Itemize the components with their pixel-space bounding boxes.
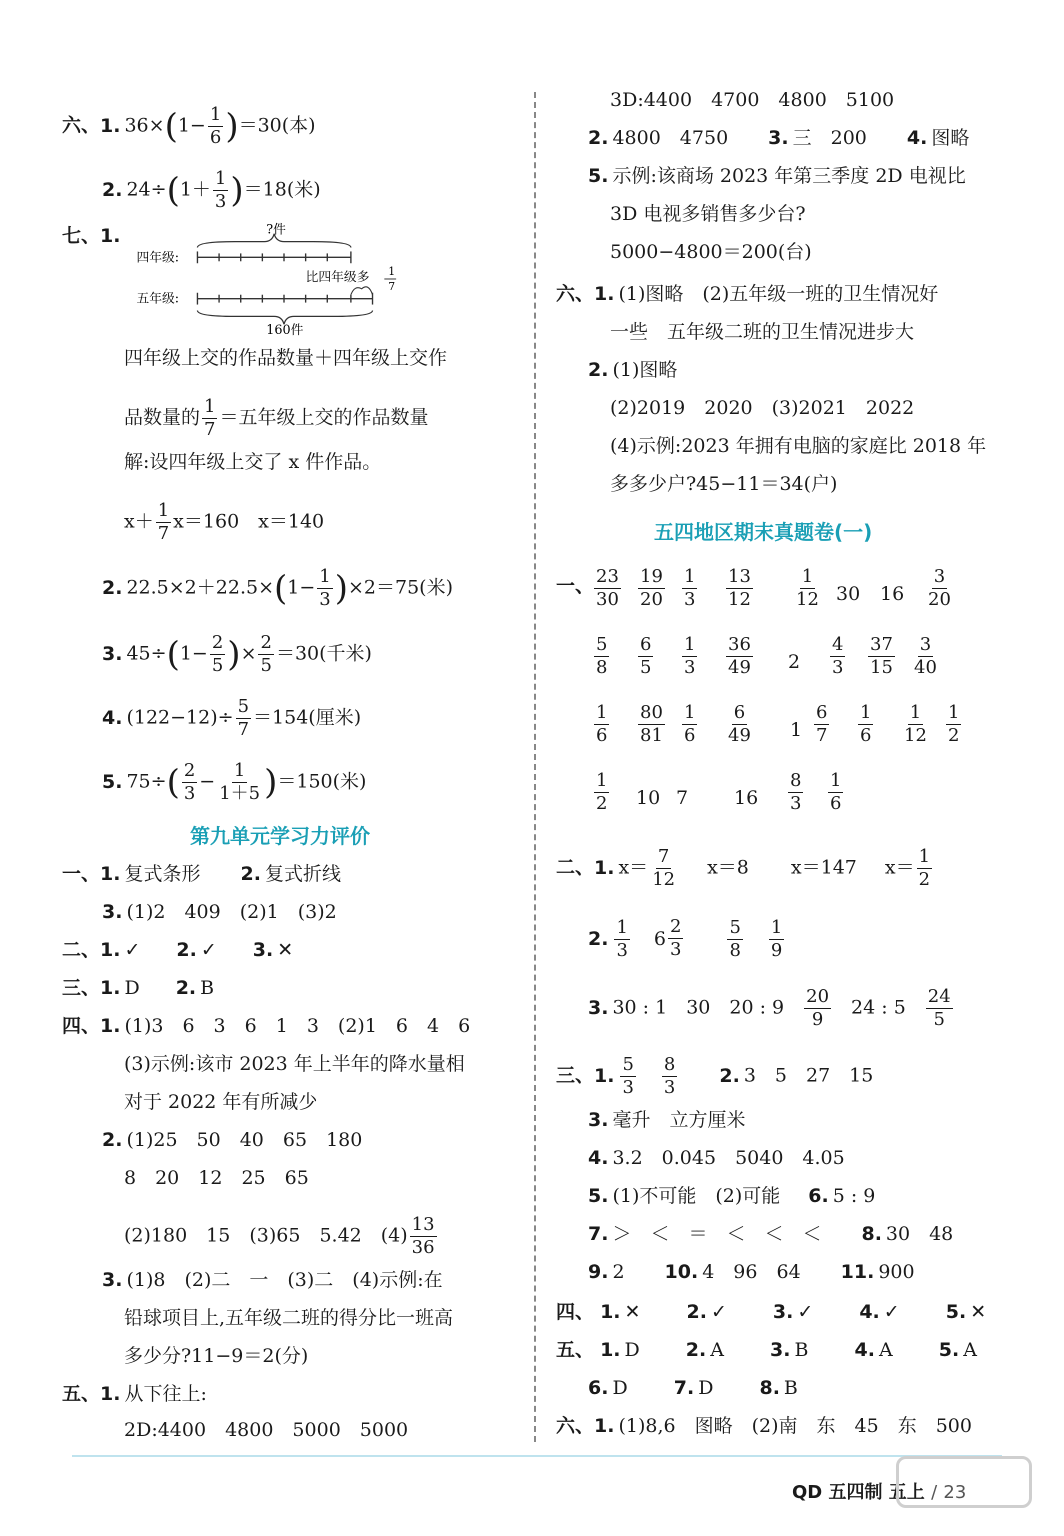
u9-s4-q1: 四、1. (1)3 6 3 6 1 3 (2)1 6 4 6 (62, 1015, 471, 1037)
diagram-row2-label: 五年级: (136, 291, 180, 307)
e3-q7-q8: 7. ＞ ＜ ＝ ＜ ＜ ＜ 8. 30 48 (588, 1223, 954, 1245)
top-brace (197, 234, 350, 248)
answer-fraction: $\frac{19}{20}$ (640, 566, 663, 610)
page-number: 23 (943, 1482, 967, 1503)
solution-line: 解:设四年级上交了 x 件作品。 (124, 451, 382, 473)
answer-fraction: $\frac{37}{15}$ (870, 634, 893, 678)
answer-value: 7 (676, 787, 689, 809)
expr: 1− (177, 114, 206, 137)
diagram-more-label: 比四年级多 (305, 269, 370, 285)
diagram-top-label: ?件 (266, 222, 286, 238)
check-mark: ✓ (200, 939, 217, 961)
answer-fraction: $\frac{36}{49}$ (728, 634, 751, 678)
answer-fraction: $\frac{1}{6}$ (684, 702, 696, 746)
r6-q2: 2. (1)图略 (588, 359, 678, 381)
answer-value: 30 (836, 583, 861, 605)
more-frac-n: 1 (388, 265, 396, 279)
diagram-bottom-label: 160件 (266, 323, 304, 338)
unit9-title: 第九单元学习力评价 (190, 824, 370, 848)
e5-row2: 6. D 7. D 8. B (588, 1377, 798, 1399)
answer-fraction: $\frac{1}{2}$ (596, 770, 608, 814)
q-num: 2. (102, 178, 123, 201)
s6-q1: 六、1. 36×(1− $\frac{1}{6}$ )＝30(本) (62, 104, 316, 148)
answer-fraction: $\frac{1}{2}$ (948, 702, 960, 746)
expr: 36× (124, 114, 165, 137)
answer-fraction: $\frac{1}{6}$ (860, 702, 872, 746)
answer-fraction: $\frac{1}{12}$ (796, 566, 819, 610)
expr: ＝30(本) (238, 114, 316, 137)
e3-q9-q11: 9. 2 10. 4 96 64 11. 900 (588, 1261, 915, 1283)
section-prefix: 七、 (62, 225, 101, 247)
answer-value: 2 (788, 651, 801, 673)
answer-value: 16 (880, 583, 905, 605)
answer-line: (4)示例:2023 年拥有电脑的家庭比 2018 年 (610, 435, 987, 457)
e6: 六、1. (1)8,6 图略 (2)南 东 45 东 500 (556, 1415, 972, 1437)
answer-fraction: $\frac{1}{3}$ (684, 566, 696, 610)
e4: 四、 1. ✕ 2. ✓ 3. ✓ 4. ✓ 5. ✕ (556, 1301, 987, 1323)
answer-line: 2D:4400 4800 5000 5000 (124, 1419, 409, 1441)
r6-q1: 六、1. (1)图略 (2)五年级一班的卫生情况好 (556, 283, 939, 305)
e2-q1: 二、1. x＝ $\frac{7}{12}$ x＝8 x＝147 x＝ $\frac{1}{2}$ (556, 846, 931, 890)
answer-line: 8 20 12 25 65 (124, 1167, 309, 1189)
answer-fraction: $\frac{3}{40}$ (914, 634, 937, 678)
e2-q2: 2. $\frac{1}{3}$ 6 $\frac{2}{3}$ $\frac{5}{8}$ $\frac{1}{9}$ (588, 916, 783, 961)
s7-q1 (62, 222, 124, 250)
watermark-seal-icon (896, 1456, 1032, 1508)
row1-segment (197, 251, 350, 263)
r-q5: 5. 示例:该商场 2023 年第三季度 2D 电视比 (588, 165, 966, 187)
answer-line: 对于 2022 年有所减少 (124, 1091, 318, 1113)
page-footer: QD 五四制 五上 / 23 (792, 1482, 967, 1503)
answer-line: (2)180 15 (3)65 5.42 (4) $\frac{13}{36}$ (124, 1214, 435, 1258)
s7-q4: 4. (122−12)÷ $\frac{5}{7}$ ＝154(厘米) (102, 696, 362, 740)
row2-segment (197, 293, 372, 305)
u9-s2: 二、1. ✓ 2. ✓ 3. ✕ (62, 939, 294, 961)
answer-fraction: $\frac{5}{8}$ (596, 634, 608, 678)
u9-s4-q3: 3. (1)8 (2)二 一 (3)二 (4)示例:在 (102, 1269, 443, 1291)
s7-q2: 2. 22.5×2＋22.5×(1− $\frac{1}{3}$ )×2＝75(米) (102, 566, 454, 610)
section-prefix: 一、 (556, 575, 595, 597)
u9-s1-q3: 3. (1)2 409 (2)1 (3)2 (102, 901, 337, 923)
answer-line: 多多少户?45−11＝34(户) (610, 473, 838, 495)
answer-line: (2)2019 2020 (3)2021 2022 (610, 397, 915, 419)
watermark-logo (896, 1456, 1056, 1526)
section-prefix: 六、 (62, 114, 101, 137)
footer-label: QD 五四制 五上 (792, 1482, 925, 1503)
equation-line: x＋ $\frac{1}{7}$ x＝160 x＝140 (124, 500, 325, 544)
answer-value: 10 (636, 787, 661, 809)
answer-fraction: $\frac{1}{6}$ (830, 770, 842, 814)
answer-fraction: $\frac{80}{81}$ (640, 702, 663, 746)
answer-fraction: $\frac{6}{5}$ (640, 634, 652, 678)
fraction: $\frac{1}{6}$ (209, 104, 222, 148)
footer-rule (72, 1455, 1002, 1457)
answer-fraction: $\frac{23}{30}$ (596, 566, 619, 610)
answer-line: 3D 电视多销售多少台? (610, 203, 806, 225)
answer-fraction: $\frac{8}{3}$ (790, 770, 802, 814)
answer-value: 1 (790, 719, 803, 741)
more-frac-d: 7 (388, 279, 396, 293)
explanation-line: 四年级上交的作品数量＋四年级上交作 (124, 347, 448, 369)
s7-q5: 5. 75÷( $\frac{2}{3}$ − $\frac{1}{1+5}$ )＝150(米) (102, 760, 367, 804)
column-divider (534, 92, 536, 1442)
answer-line: 铅球项目上,五年级二班的得分比一班高 (124, 1307, 454, 1329)
answer-fraction: $\frac{1}{6}$ (596, 702, 608, 746)
s7-q3: 3. 45÷(1− $\frac{2}{5}$ )× $\frac{2}{5}$ ＝30(千米) (102, 632, 372, 676)
e2-q3: 3. 30 : 1 30 20 : 9 $\frac{20}{9}$ 24 : 5 $\frac{24}{5}$ (588, 986, 951, 1030)
exam-title: 五四地区期末真题卷(一) (654, 520, 873, 544)
u9-s5: 五、1. 从下往上: (62, 1383, 207, 1405)
answer-fraction: $\frac{4}{3}$ (832, 634, 844, 678)
answer-line: 一些 五年级二班的卫生情况进步大 (610, 321, 915, 343)
q-num: 1. (100, 225, 121, 247)
r-q2-q4: 2. 4800 4750 3. 三 200 4. 图略 (588, 127, 970, 149)
u9-s1: 一、1. 复式条形 2. 复式折线 (62, 863, 341, 885)
fraction: $\frac{1}{3}$ (214, 168, 227, 212)
u9-s4-q2: 2. (1)25 50 40 65 180 (102, 1129, 363, 1151)
answer-fraction: $\frac{6}{49}$ (728, 702, 751, 746)
e3-q5-q6: 5. (1)不可能 (2)可能 6. 5 : 9 (588, 1185, 876, 1207)
cross-mark: ✕ (277, 939, 294, 961)
check-mark: ✓ (124, 939, 141, 961)
e3-q3: 3. 毫升 立方厘米 (588, 1109, 746, 1131)
u9-s3: 三、1. D 2. B (62, 977, 215, 999)
answer-fraction: $\frac{13}{12}$ (728, 566, 751, 610)
extra-arc (351, 287, 373, 295)
e3-q4: 4. 3.2 0.045 5040 4.05 (588, 1147, 845, 1169)
expr: 24÷ (126, 178, 167, 201)
explanation-line: 品数量的 $\frac{1}{7}$ ＝五年级上交的作品数量 (124, 396, 429, 440)
answer-fraction: $\frac{6}{7}$ (816, 702, 828, 746)
answer-line: 5000−4800＝200(台) (610, 241, 812, 263)
answer-line: (3)示例:该市 2023 年上半年的降水量相 (124, 1053, 465, 1075)
diagram-row1-label: 四年级: (136, 250, 180, 266)
answer-fraction: $\frac{1}{12}$ (904, 702, 927, 746)
answer-line: 多少分?11−9＝2(分) (124, 1345, 309, 1367)
expr: ＝18(米) (243, 178, 321, 201)
answer-fraction: $\frac{1}{3}$ (684, 634, 696, 678)
e3-q1-q2: 三、1. $\frac{5}{3}$ $\frac{8}{3}$ 2. 3 5 27 15 (556, 1054, 874, 1098)
answer-line: 3D:4400 4700 4800 5100 (610, 89, 895, 111)
e5-row1: 五、 1. D 2. A 3. B 4. A 5. A (556, 1339, 977, 1361)
q-num: 1. (100, 114, 121, 137)
answer-value: 16 (734, 787, 759, 809)
answer-fraction: $\frac{3}{20}$ (928, 566, 951, 610)
s6-q2: 2. 24÷(1＋ $\frac{1}{3}$ )＝18(米) (102, 168, 321, 212)
expr: 1＋ (179, 178, 211, 201)
segment-diagram (124, 218, 444, 338)
